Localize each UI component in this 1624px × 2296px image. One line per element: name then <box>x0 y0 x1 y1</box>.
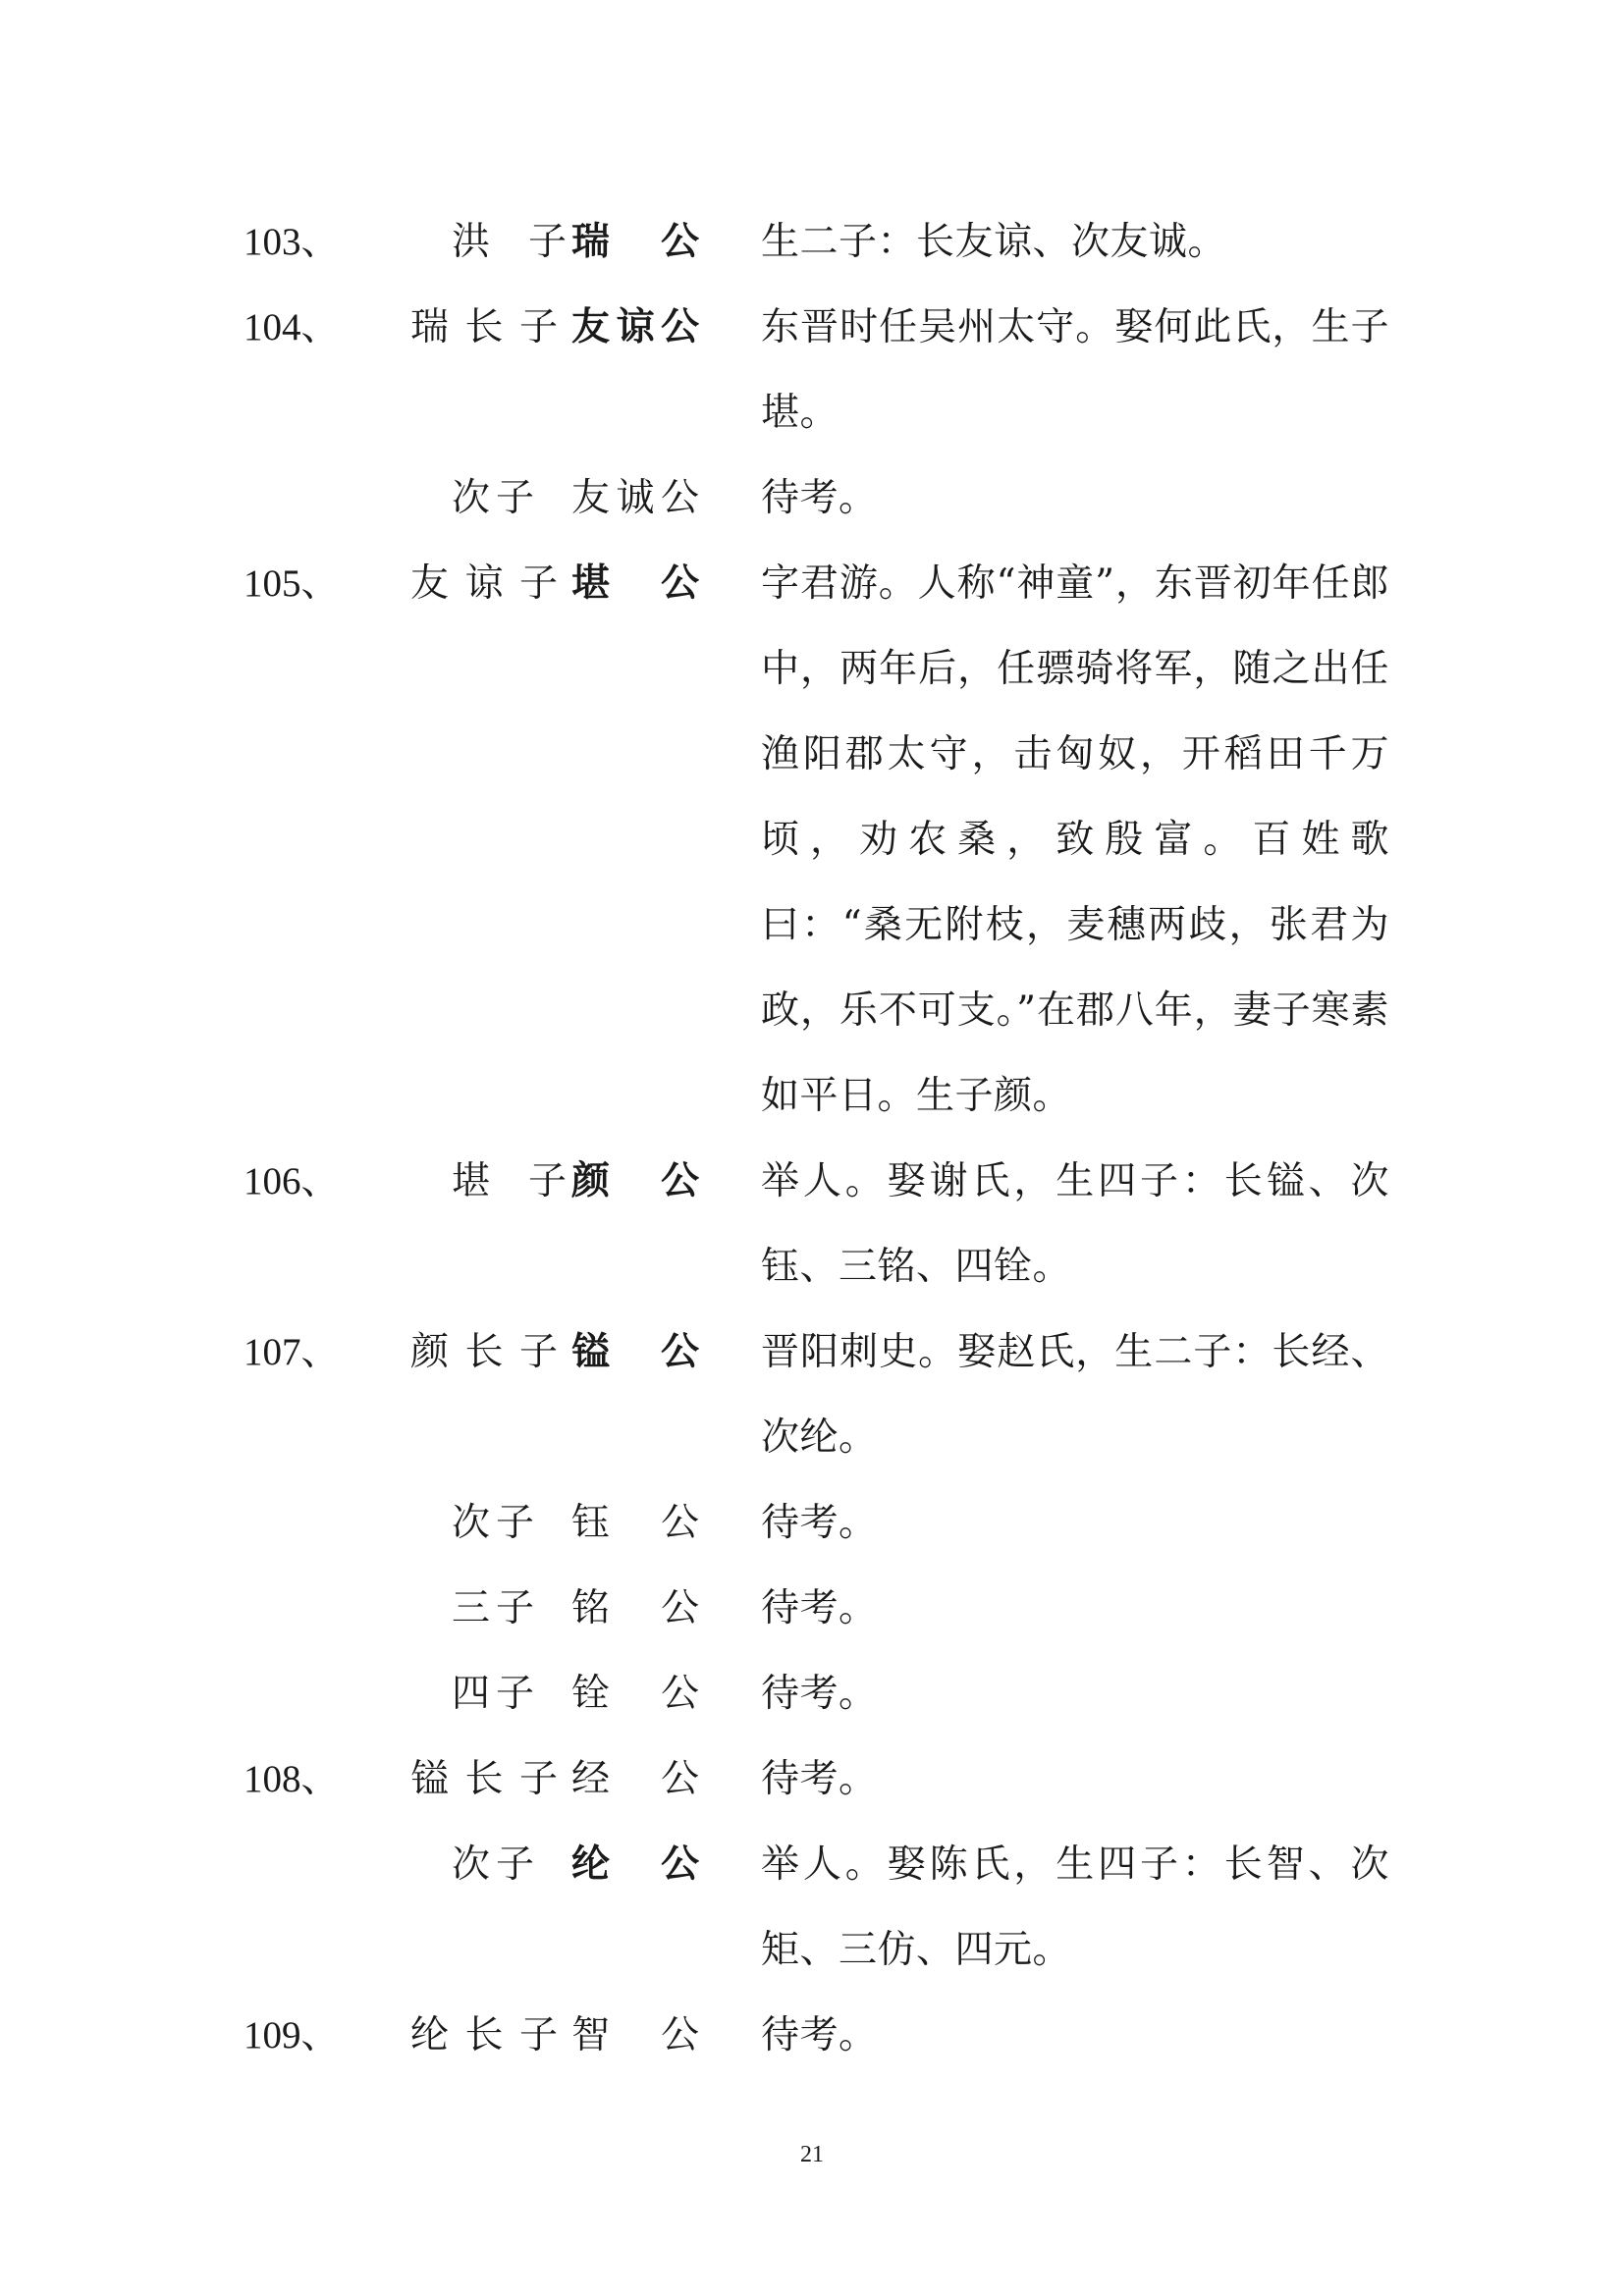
entry-number: 109、 <box>244 2014 340 2056</box>
entry-name: 镒 公 <box>571 1329 699 1374</box>
entry-relation: 次子 <box>452 476 534 520</box>
entry-relation: 次子 <box>452 1501 534 1545</box>
entry-relation: 纶长子 <box>410 2013 558 2057</box>
entry-relation: 镒长子 <box>410 1757 558 1801</box>
entry-name: 铨 公 <box>571 1672 699 1716</box>
entry-relation: 四子 <box>452 1672 534 1716</box>
entry-description: 待考。 <box>761 1757 878 1801</box>
entry-relation: 堪 子 <box>452 1159 568 1203</box>
entry-name: 钰 公 <box>571 1501 699 1545</box>
entry-number: 106、 <box>244 1160 340 1202</box>
entry-description: 东晋时任吴州太守。娶何此氏，生子堪。 <box>761 305 1389 435</box>
entry-number: 103、 <box>244 221 340 263</box>
entry-description: 生二子：长友谅、次友诚。 <box>761 220 1227 264</box>
entry-relation: 三子 <box>452 1586 534 1630</box>
entry-description: 举人。娶谢氏，生四子：长镒、次钰、三铭、四铨。 <box>761 1159 1389 1289</box>
entry-description: 晋阳刺史。娶赵氏，生二子：长经、次纶。 <box>761 1330 1389 1460</box>
entry-name: 铭 公 <box>571 1586 699 1630</box>
entry-description: 字君游。人称“神童”，东晋初年任郎中，两年后，任骠骑将军，随之出任渔阳郡太守，击匈奴，开稻田千万顷，劝农桑，致殷富。百姓歌曰：“桑无附枝，麦穗两歧，张君为政，乐不可支。”在郡八年，妻子寒素如平日。生子颜。 <box>761 561 1389 1118</box>
entry-number: 105、 <box>244 562 340 605</box>
entry-relation: 次子 <box>452 1842 534 1887</box>
entry-name: 堪 公 <box>571 561 699 606</box>
entry-number: 104、 <box>244 306 340 348</box>
entry-description: 待考。 <box>761 1501 878 1545</box>
entry-name: 纶 公 <box>571 1842 699 1887</box>
entry-description: 待考。 <box>761 476 878 520</box>
entry-relation: 友谅子 <box>410 561 558 606</box>
entry-description: 待考。 <box>761 1586 878 1630</box>
entry-relation: 洪 子 <box>452 220 568 264</box>
entry-relation: 瑞长子 <box>410 305 558 349</box>
entry-number: 108、 <box>244 1758 340 1800</box>
entry-name: 智 公 <box>571 2013 699 2057</box>
page-number: 21 <box>800 2142 824 2167</box>
entry-description: 待考。 <box>761 2013 878 2057</box>
entry-description: 举人。娶陈氏，生四子：长智、次矩、三仿、四元。 <box>761 1842 1389 1972</box>
entry-name: 颜 公 <box>571 1158 699 1203</box>
entry-description: 待考。 <box>761 1672 878 1716</box>
entry-name: 友诚公 <box>571 476 699 520</box>
entry-name: 经 公 <box>571 1757 699 1801</box>
entry-name: 友谅公 <box>571 304 699 349</box>
entry-relation: 颜长子 <box>410 1330 558 1374</box>
entry-name: 瑞 公 <box>571 219 699 264</box>
entry-number: 107、 <box>244 1331 340 1373</box>
